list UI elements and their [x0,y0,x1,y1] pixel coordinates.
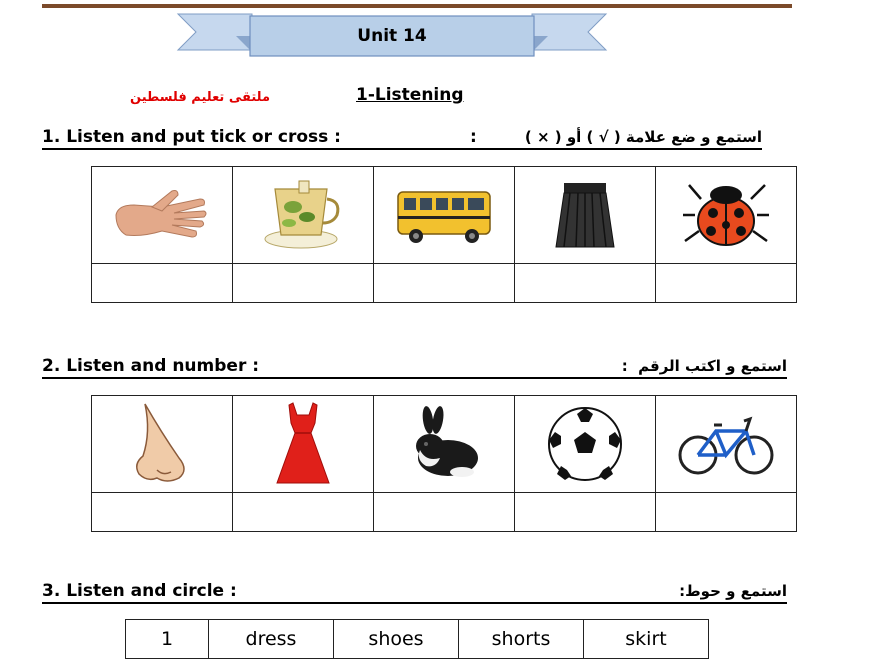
tea-cup-icon [263,179,343,251]
exercise2-picture-cell [92,396,233,493]
section-title: 1-Listening [356,85,464,105]
exercise3-word-cell[interactable]: skirt [584,620,709,659]
skirt-icon [550,179,620,251]
nose-icon [127,402,197,486]
dress-icon [273,401,333,487]
exercise1-answer-cell[interactable] [92,264,233,303]
exercise1-answer-cell[interactable] [656,264,797,303]
exercise1-instruction-row [42,126,762,150]
exercise2-table [91,395,797,532]
exercise2-picture-cell [374,396,515,493]
exercise1-instruction-arabic: استمع و ضع علامة ( √ ) أو ( × ) [524,128,762,146]
exercise2-instruction-row [42,355,787,379]
exercise1-answer-cell[interactable] [233,264,374,303]
exercise1-answer-cell[interactable] [515,264,656,303]
soccer-ball-icon [545,404,625,484]
exercise2-answer-cell[interactable] [92,493,233,532]
exercise2-picture-cell [515,396,656,493]
exercise1-picture-cell [515,167,656,264]
exercise1-table [91,166,797,303]
exercise3-number-cell: 1 [126,620,209,659]
ladybug-icon [681,179,771,251]
exercise1-answer-cell[interactable] [374,264,515,303]
exercise1-picture-cell [656,167,797,264]
exercise2-answer-cell[interactable] [233,493,374,532]
exercise3-instruction-arabic: استمع و حوط: [679,582,787,600]
exercise3-word-table [125,619,709,659]
exercise1-colon: : [470,127,477,147]
exercise2-picture-cell [233,396,374,493]
exercise1-picture-cell [374,167,515,264]
school-bus-icon [394,184,494,246]
exercise2-answer-cell[interactable] [515,493,656,532]
exercise3-word-cell[interactable]: shoes [334,620,459,659]
exercise1-picture-cell [92,167,233,264]
exercise2-instruction: 2. Listen and number : [42,356,260,376]
exercise3-word-cell[interactable]: dress [209,620,334,659]
bicycle-icon [674,411,778,477]
unit-title: Unit 14 [357,26,427,46]
exercise1-picture-cell [233,167,374,264]
rabbit-icon [406,406,482,482]
exercise2-answer-cell[interactable] [656,493,797,532]
hand-icon [112,185,212,245]
brand-label: ملتقى تعليم فلسطين [130,90,270,105]
exercise2-answer-cell[interactable] [374,493,515,532]
exercise3-word-cell[interactable]: shorts [459,620,584,659]
exercise2-picture-cell [656,396,797,493]
exercise2-instruction-arabic: استمع و اكتب الرقم : [621,357,787,375]
exercise3-instruction: 3. Listen and circle : [42,581,237,601]
exercise3-instruction-row [42,580,787,604]
exercise1-instruction: 1. Listen and put tick or cross : [42,127,341,147]
